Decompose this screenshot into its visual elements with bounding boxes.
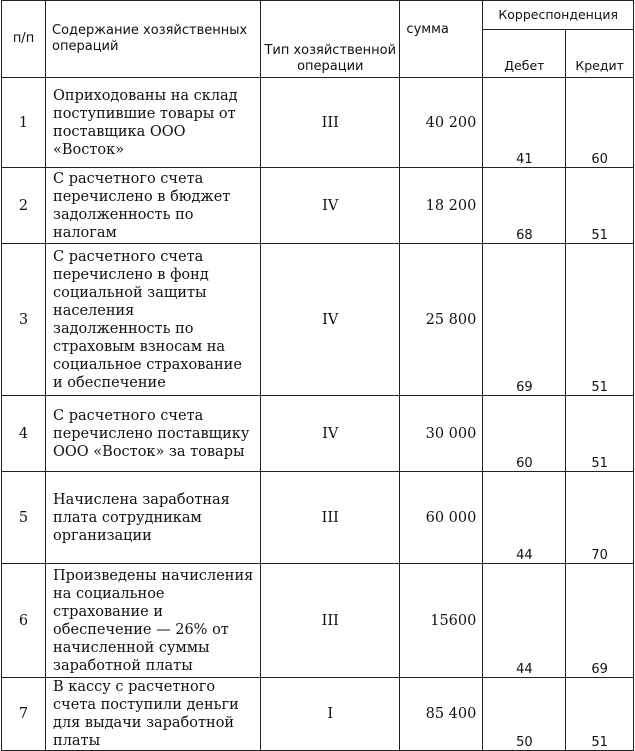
row-number: 1 <box>2 78 46 168</box>
header-correspondence: Корреспонденция <box>483 1 634 30</box>
row-number: 6 <box>2 564 46 678</box>
debit-account: 41 <box>483 78 566 168</box>
operation-type: III <box>261 564 400 678</box>
credit-account: 60 <box>566 78 634 168</box>
table-row <box>2 244 634 396</box>
table-row <box>2 678 634 751</box>
operation-type: III <box>261 78 400 168</box>
operations-table <box>1 0 634 751</box>
operation-description: В кассу с расчетного счета поступили деньги для выдачи заработной платы <box>46 678 261 751</box>
credit-account: 51 <box>566 244 634 396</box>
operation-type: III <box>261 472 400 564</box>
header-operation-type: Тип хозяйственной операции <box>261 1 400 78</box>
operation-description: С расчетного счета перечислено поставщику ООО «Восток» за товары <box>46 396 261 472</box>
debit-account: 69 <box>483 244 566 396</box>
row-number: 3 <box>2 244 46 396</box>
operation-type: IV <box>261 396 400 472</box>
row-number: 2 <box>2 168 46 244</box>
debit-account: 44 <box>483 472 566 564</box>
operation-sum: 30 000 <box>400 396 483 472</box>
row-number: 7 <box>2 678 46 751</box>
credit-account: 51 <box>566 678 634 751</box>
header-debit: Дебет <box>483 29 566 77</box>
debit-account: 50 <box>483 678 566 751</box>
table-row <box>2 564 634 678</box>
header-description: Содержание хозяйственных операций <box>46 1 261 78</box>
debit-account: 60 <box>483 396 566 472</box>
operation-description: Произведены начисления на социальное страхование и обеспечение — 26% от начисленной суммы заработной платы <box>46 564 261 678</box>
operation-sum: 40 200 <box>400 78 483 168</box>
operation-type: IV <box>261 168 400 244</box>
table-row <box>2 78 634 168</box>
table-row <box>2 472 634 564</box>
operation-sum: 60 000 <box>400 472 483 564</box>
header-num: п/п <box>2 1 46 78</box>
header-row <box>2 1 634 30</box>
credit-account: 51 <box>566 396 634 472</box>
credit-account: 69 <box>566 564 634 678</box>
credit-account: 70 <box>566 472 634 564</box>
table-row <box>2 396 634 472</box>
debit-account: 44 <box>483 564 566 678</box>
operation-sum: 18 200 <box>400 168 483 244</box>
header-sum: сумма <box>400 1 483 78</box>
operation-type: I <box>261 678 400 751</box>
operation-description: Оприходованы на склад поступившие товары от поставщика ООО «Восток» <box>46 78 261 168</box>
operation-sum: 85 400 <box>400 678 483 751</box>
operation-type: IV <box>261 244 400 396</box>
operation-sum: 15600 <box>400 564 483 678</box>
table-row <box>2 168 634 244</box>
operation-description: С расчетного счета перечислено в бюджет задолженность по налогам <box>46 168 261 244</box>
operation-sum: 25 800 <box>400 244 483 396</box>
credit-account: 51 <box>566 168 634 244</box>
operation-description: Начислена заработная плата сотрудникам организации <box>46 472 261 564</box>
row-number: 4 <box>2 396 46 472</box>
operation-description: С расчетного счета перечислено в фонд социальной защиты населения задолженность по страховым взносам на социальное страхование и обеспечение <box>46 244 261 396</box>
row-number: 5 <box>2 472 46 564</box>
debit-account: 68 <box>483 168 566 244</box>
header-credit: Кредит <box>566 29 634 77</box>
